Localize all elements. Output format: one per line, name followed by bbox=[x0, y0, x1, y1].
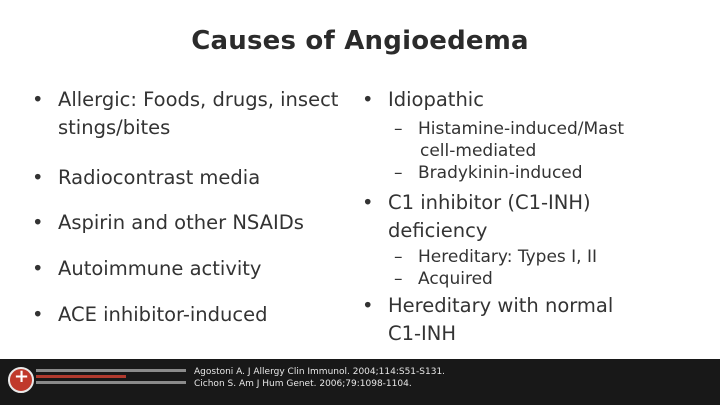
bullet-text: ACE inhibitor-induced bbox=[58, 303, 268, 326]
organization-logo bbox=[6, 365, 186, 399]
sub-text: cell-mediated bbox=[420, 141, 537, 161]
bullet-dot: • bbox=[32, 166, 44, 189]
bullet-allergic bbox=[30, 86, 338, 142]
seal-icon bbox=[8, 367, 34, 393]
sub-dash: – bbox=[394, 269, 403, 289]
sub-text: Acquired bbox=[418, 269, 493, 289]
bullet-text: Radiocontrast media bbox=[58, 166, 261, 189]
sub-dash: – bbox=[394, 247, 403, 267]
bullet-dot: • bbox=[32, 257, 44, 280]
bullet-radiocontrast bbox=[30, 164, 260, 192]
slide-title: Causes of Angioedema bbox=[191, 26, 529, 56]
bullet-dot: • bbox=[32, 303, 44, 326]
bullet-dot: • bbox=[362, 88, 374, 111]
bullet-dot: • bbox=[32, 88, 44, 111]
bullet-aspirin bbox=[30, 209, 304, 237]
sub-histamine bbox=[394, 118, 625, 162]
sub-dash: – bbox=[394, 163, 403, 183]
bullet-text: deficiency bbox=[388, 219, 488, 242]
references bbox=[194, 366, 445, 390]
bullet-text: Hereditary with normal bbox=[388, 294, 614, 317]
sub-hereditary-types bbox=[394, 246, 598, 290]
bullet-text: C1 inhibitor (C1-INH) bbox=[388, 191, 591, 214]
bullet-ace bbox=[30, 301, 267, 329]
bullet-text: Idiopathic bbox=[388, 88, 484, 111]
logo-wordmark bbox=[36, 369, 186, 387]
bullet-text: Allergic: Foods, drugs, insect bbox=[58, 88, 339, 111]
bullet-dot: • bbox=[362, 294, 374, 317]
reference-2: Cichon S. Am J Hum Genet. 2006;79:1098-1104. bbox=[194, 379, 412, 389]
bullet-c1-inh bbox=[360, 189, 591, 245]
bullet-dot: • bbox=[32, 211, 44, 234]
bullet-text: stings/bites bbox=[58, 116, 171, 139]
bullet-dot: • bbox=[362, 191, 374, 214]
bullet-text: C1-INH bbox=[388, 322, 457, 345]
bullet-idiopathic bbox=[360, 86, 484, 114]
sub-text: Histamine-induced/Mast bbox=[418, 119, 625, 139]
sub-dash: – bbox=[394, 119, 403, 139]
bullet-autoimmune bbox=[30, 255, 261, 283]
reference-1: Agostoni A. J Allergy Clin Immunol. 2004;114:S51-S131. bbox=[194, 367, 446, 377]
sub-text: Bradykinin-induced bbox=[418, 163, 583, 183]
bullet-text: Autoimmune activity bbox=[58, 257, 262, 280]
sub-bradykinin bbox=[394, 162, 583, 184]
bullet-text: Aspirin and other NSAIDs bbox=[58, 211, 304, 234]
sub-acquired bbox=[394, 268, 597, 290]
bullet-hereditary-normal bbox=[360, 292, 613, 348]
sub-text: Hereditary: Types I, II bbox=[418, 247, 598, 267]
footer-bar bbox=[0, 359, 720, 405]
